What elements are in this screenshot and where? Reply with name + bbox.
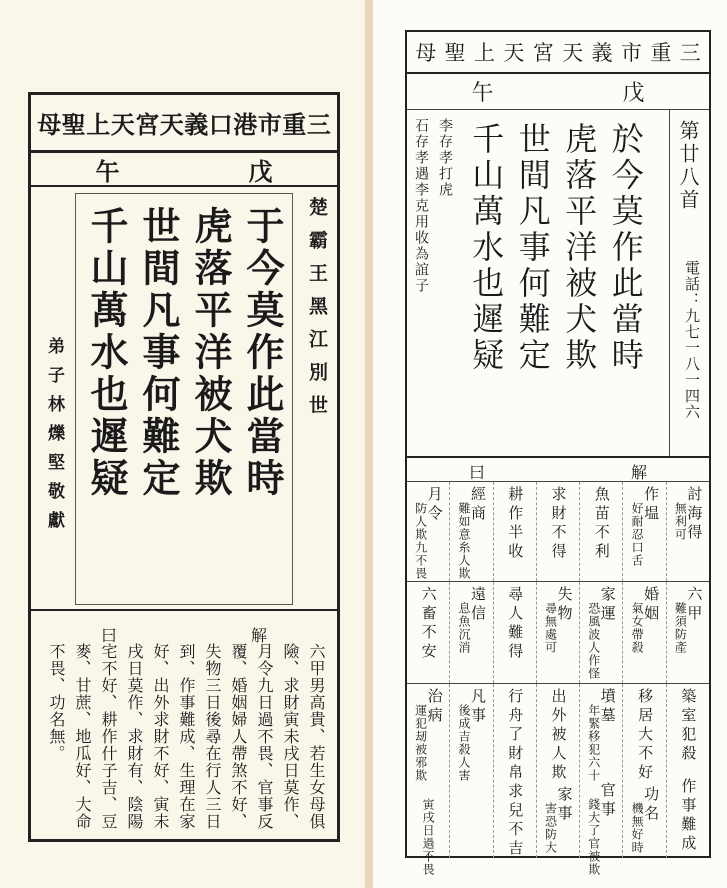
cell-main: 魚苗不利 bbox=[592, 486, 611, 562]
sign-number: 第廿八首 bbox=[676, 120, 700, 212]
title-char: 市 bbox=[620, 41, 642, 65]
cell-note: 年緊移犯六十 bbox=[586, 704, 601, 782]
interp-cell bbox=[449, 482, 492, 581]
cell-main: 求兒不吉 bbox=[506, 783, 525, 859]
cell-main: 治病 bbox=[425, 688, 444, 726]
title-char: 天 bbox=[503, 41, 525, 65]
interp-cell bbox=[407, 684, 449, 876]
interp-row-1 bbox=[407, 482, 709, 582]
title-char: 義 bbox=[591, 41, 613, 65]
cell-note: 恐風波人作怪 bbox=[586, 602, 601, 680]
story-line-1: 李存孝打虎 bbox=[437, 118, 453, 198]
cell-main: 凡事 bbox=[468, 688, 487, 726]
interp-cell bbox=[536, 684, 579, 858]
poem-line-4: 千山萬水也遲疑 bbox=[84, 206, 129, 500]
interp-cell bbox=[666, 684, 709, 858]
ganzhi-left: 午 bbox=[471, 81, 494, 106]
left-interpretation-text: 六甲男高貴、若生女母俱險、求財寅未戌日莫作、月令九日過不畏、官事反覆、婚姻婦人帶煞不好、失物三日後尋在行人三日到、作事難成、生理在家好、出外求財不好、寅未戌日莫作、求財有、陰陽宅不好、耕作什子吉、豆麥、甘蔗、地瓜好、大命不畏、功名無。 bbox=[47, 643, 326, 830]
cell-main: 求財不得 bbox=[549, 486, 568, 562]
interp-cell bbox=[579, 684, 622, 876]
cell-note: 難如意糸人欺 bbox=[456, 502, 471, 580]
left-ganzhi-row bbox=[31, 153, 337, 187]
title-char: 三 bbox=[679, 41, 701, 65]
interp-cell bbox=[449, 684, 492, 858]
cell-note: 息魚沉消 bbox=[456, 602, 471, 654]
cell-note: 難須防產 bbox=[673, 602, 688, 654]
right-poem-area bbox=[407, 110, 709, 458]
interp-row-3 bbox=[407, 684, 709, 876]
cell-note: 寅戌日過不畏 bbox=[421, 798, 436, 876]
left-story-title: 楚霸王黑江別世 bbox=[306, 197, 328, 428]
interp-cell bbox=[407, 582, 449, 683]
cell-main: 築室犯殺 bbox=[679, 688, 698, 764]
poem-line-3: 世間凡事何難定 bbox=[136, 206, 181, 500]
cell-main: 失物 bbox=[555, 586, 574, 624]
poem-line-1: 於今莫作此當時 bbox=[606, 122, 645, 374]
title-char: 上 bbox=[86, 110, 111, 139]
interp-cell bbox=[536, 482, 579, 581]
interp-cell bbox=[622, 582, 665, 683]
interp-label-ri: 曰 bbox=[101, 626, 118, 645]
title-char: 聖 bbox=[61, 110, 86, 139]
cell-main: 家運 bbox=[598, 586, 617, 624]
cell-main: 作塭 bbox=[642, 486, 661, 524]
cell-main: 作事難成 bbox=[679, 778, 698, 854]
right-sign-column bbox=[669, 110, 709, 456]
right-ganzhi-row bbox=[407, 74, 709, 110]
cell-main: 尋人難得 bbox=[506, 586, 525, 662]
title-char: 母 bbox=[37, 110, 62, 139]
cell-main: 墳墓 bbox=[598, 688, 617, 726]
interp-cell bbox=[666, 482, 709, 581]
cell-note: 氣女帶殺 bbox=[630, 602, 645, 654]
interp-cell bbox=[579, 582, 622, 683]
cell-main: 六甲 bbox=[685, 586, 704, 624]
title-char: 港 bbox=[233, 110, 258, 139]
right-story-title bbox=[409, 118, 457, 378]
title-char: 天 bbox=[562, 41, 584, 65]
cell-note: 害恐防大 bbox=[543, 802, 558, 854]
interp-cell bbox=[579, 482, 622, 581]
cell-note: 無利可 bbox=[673, 502, 688, 541]
title-char: 義 bbox=[184, 110, 209, 139]
cell-main: 婚姻 bbox=[642, 586, 661, 624]
ganzhi-left: 午 bbox=[95, 156, 120, 186]
cell-note: 後成吉殺人害 bbox=[456, 704, 471, 782]
right-fortune-slip bbox=[373, 0, 727, 888]
right-poem-box bbox=[461, 116, 651, 452]
cell-main: 行舟了財帛 bbox=[506, 688, 525, 783]
cell-main: 家事 bbox=[555, 786, 574, 824]
interp-cell bbox=[622, 482, 665, 581]
interp-label-jie: 解 bbox=[250, 626, 267, 645]
phone-number: 電話：九七一八一四六 bbox=[683, 260, 701, 420]
poem-line-4: 千山萬水也遲疑 bbox=[467, 122, 506, 374]
title-char: 重 bbox=[650, 41, 672, 65]
cell-note: 機無好時 bbox=[630, 802, 645, 854]
title-char: 母 bbox=[415, 41, 437, 65]
interp-cell bbox=[493, 684, 536, 858]
interp-cell bbox=[666, 582, 709, 683]
left-poem-area bbox=[31, 187, 337, 611]
poem-line-2: 虎落平洋被犬欺 bbox=[560, 122, 599, 374]
cell-main: 經商 bbox=[468, 486, 487, 524]
cell-note: 運犯刼被邪欺 bbox=[413, 704, 428, 782]
left-slip-frame bbox=[28, 92, 340, 842]
cell-main: 移居大不好 bbox=[636, 688, 655, 783]
title-char: 市 bbox=[257, 110, 282, 139]
cell-note: 防人欺九不畏 bbox=[413, 502, 428, 580]
interp-label-jie: 解 bbox=[630, 463, 647, 482]
cell-main: 月令 bbox=[425, 486, 444, 524]
title-char: 宮 bbox=[135, 110, 160, 139]
right-slip-frame bbox=[405, 30, 711, 876]
left-poem-box bbox=[75, 193, 293, 605]
right-interp-header bbox=[407, 458, 709, 482]
title-char: 天 bbox=[159, 110, 184, 139]
title-char: 口 bbox=[208, 110, 233, 139]
title-char: 宮 bbox=[532, 41, 554, 65]
cell-note: 好耐忍口舌 bbox=[630, 502, 645, 567]
left-donor-credit: 弟子林爍堅敬獻 bbox=[44, 337, 64, 540]
interp-cell bbox=[536, 582, 579, 683]
interp-label-ri: 曰 bbox=[469, 463, 486, 482]
cell-main: 遠信 bbox=[468, 586, 487, 624]
interp-cell bbox=[407, 482, 449, 581]
ganzhi-right: 戊 bbox=[248, 156, 273, 186]
interp-cell bbox=[493, 482, 536, 581]
interp-cell bbox=[449, 582, 492, 683]
interp-cell bbox=[622, 684, 665, 858]
right-temple-title bbox=[407, 32, 709, 74]
cell-main: 出外被人欺 bbox=[549, 688, 568, 783]
cell-main: 六畜不安 bbox=[419, 586, 438, 662]
left-temple-title bbox=[31, 95, 337, 153]
cell-main: 耕作半收 bbox=[506, 486, 525, 562]
title-char: 聖 bbox=[444, 41, 466, 65]
poem-line-1: 于今莫作此當時 bbox=[240, 206, 285, 500]
poem-line-2: 虎落平洋被犬欺 bbox=[188, 206, 233, 500]
cell-main: 功名 bbox=[642, 786, 661, 824]
cell-main: 討海得 bbox=[685, 486, 704, 543]
title-char: 重 bbox=[282, 110, 307, 139]
cell-note: 錢大了官被欺 bbox=[586, 798, 601, 876]
interp-cell bbox=[493, 582, 536, 683]
interp-row-2 bbox=[407, 582, 709, 684]
poem-line-3: 世間凡事何難定 bbox=[513, 122, 552, 374]
title-char: 天 bbox=[110, 110, 135, 139]
cell-note: 尋無處可 bbox=[543, 602, 558, 654]
title-char: 三 bbox=[306, 110, 331, 139]
cell-main: 官事 bbox=[598, 782, 617, 820]
title-char: 上 bbox=[473, 41, 495, 65]
ganzhi-right: 戊 bbox=[622, 81, 645, 106]
story-line-2: 石存孝遇李克用收為誼子 bbox=[413, 118, 429, 294]
